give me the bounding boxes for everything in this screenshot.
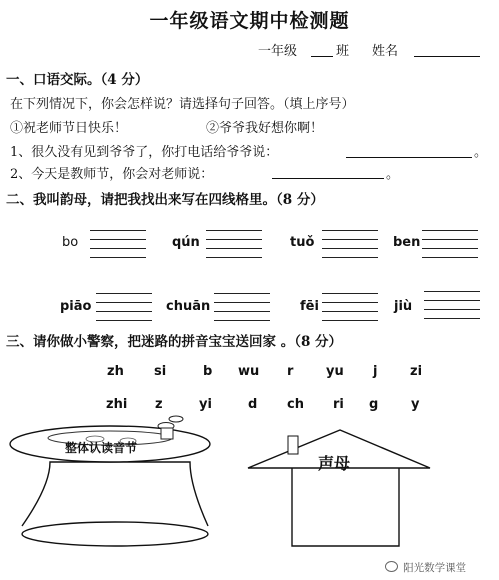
class-label: 班 [336,44,350,59]
pinyin-letter[interactable]: zhi [106,397,128,412]
watermark-text: 阳光数学课堂 [403,562,467,574]
section3-heading: 三、请你做小警察，把迷路的拼音宝宝送回家 。（8 分） [6,334,343,350]
pinyin-letter[interactable]: ri [333,397,344,412]
pinyin-word: jiù [394,299,413,314]
pinyin-letter[interactable]: b [203,364,213,379]
pinyin-letter[interactable]: j [373,364,378,379]
four-line-grid[interactable] [422,230,478,257]
pinyin-word: bo [62,235,79,250]
question-1-end: 。 [474,145,488,160]
pinyin-letter[interactable]: yu [326,364,344,379]
grade-label: 一年级 [258,44,298,59]
four-line-grid[interactable] [206,230,262,257]
pinyin-letter[interactable]: r [287,364,294,379]
house-label: 声母 [318,454,351,473]
pinyin-word: tuǒ [290,235,315,250]
watermark [385,556,466,575]
pinyin-letter[interactable]: g [369,397,379,412]
pinyin-letter[interactable]: y [411,397,420,412]
question-2: 2、今天是教师节，你会对老师说： [10,167,214,182]
name-blank[interactable] [414,44,480,57]
four-line-grid[interactable] [322,230,378,257]
pinyin-letter[interactable]: si [154,364,167,379]
four-line-grid[interactable] [90,230,146,257]
pinyin-letter[interactable]: z [155,397,163,412]
page-title: 一年级语文期中检测题 [149,10,350,32]
pinyin-letter[interactable]: ch [287,397,304,412]
four-line-grid[interactable] [96,293,152,320]
option-1: ①祝老师节日快乐！ [10,121,128,136]
pinyin-word: piāo [60,299,92,314]
section1-heading: 一、口语交际。（4 分） [6,72,149,88]
question-2-answer-blank[interactable] [272,166,384,179]
four-line-grid[interactable] [322,293,378,320]
pot-label: 整体认读音节 [65,441,138,455]
pinyin-word: chuān [166,299,211,314]
option-2: ②爷爷我好想你啊！ [206,121,324,136]
house-drawing [240,418,480,566]
pinyin-letter[interactable]: yi [199,397,212,412]
question-1-answer-blank[interactable] [346,145,472,158]
four-line-grid[interactable] [424,291,480,318]
name-label: 姓名 [372,44,399,59]
class-blank[interactable] [311,44,333,57]
section1-instruction: 在下列情况下，你会怎样说？请选择句子回答。（填上序号） [10,97,355,112]
four-line-grid[interactable] [214,293,270,320]
section2-heading: 二、我叫韵母，请把我找出来写在四线格里。（8 分） [6,192,324,208]
question-1: 1、很久没有见到爷爷了，你打电话给爷爷说： [10,145,279,160]
pinyin-letter[interactable]: zh [107,364,124,379]
pinyin-letter[interactable]: wu [238,364,260,379]
pinyin-letter[interactable]: d [248,397,258,412]
question-2-end: 。 [386,167,400,182]
pinyin-word: qún [172,235,200,250]
wechat-icon [385,561,398,572]
pinyin-word: fēi [300,299,319,314]
pinyin-word: ben [393,235,421,250]
pinyin-letter[interactable]: zi [410,364,423,379]
